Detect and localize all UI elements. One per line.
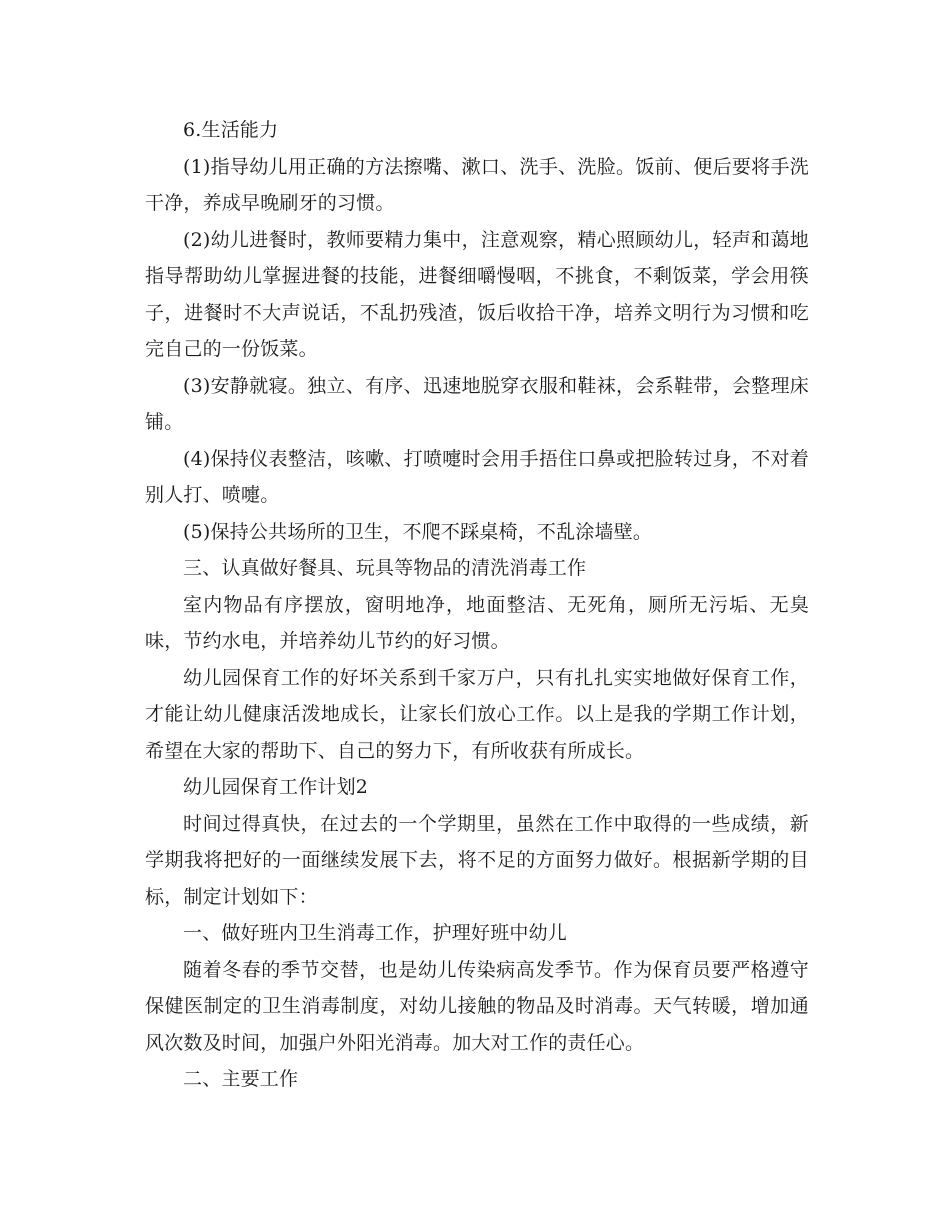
paragraph-intro: 时间过得真快，在过去的一个学期里，虽然在工作中取得的一些成绩，新学期我将把好的一面继续发展下去，将不足的方面努力做好。根据新学期的目标，制定计划如下： — [145, 812, 809, 908]
paragraph-item-5: (5)保持公共场所的卫生，不爬不踩桌椅，不乱涂墙壁。 — [183, 520, 653, 543]
section-heading-disinfection: 三、认真做好餐具、玩具等物品的清洗消毒工作 — [183, 557, 587, 579]
document-title-plan-2: 幼儿园保育工作计划2 — [183, 776, 369, 798]
section-heading-main-work: 二、主要工作 — [183, 1068, 299, 1090]
paragraph-item-4: (4)保持仪表整洁，咳嗽、打喷嚏时会用手捂住口鼻或把脸转过身，不对着别人打、喷嚏。 — [145, 447, 809, 506]
paragraph-indoor-items: 室内物品有序摆放，窗明地净，地面整洁、无死角，厕所无污垢、无臭味，节约水电，并培养幼儿节约的好习惯。 — [145, 593, 809, 652]
paragraph-season: 随着冬春的季节交替，也是幼儿传染病高发季节。作为保育员要严格遵守保健医制定的卫生消毒制度，对幼儿接触的物品及时消毒。天气转暖，增加通风次数及时间，加强户外阳光消毒。加大对工作的责任心。 — [145, 958, 809, 1054]
section-heading-hygiene: 一、做好班内卫生消毒工作，护理好班中幼儿 — [183, 922, 568, 944]
paragraph-item-3: (3)安静就寝。独立、有序、迅速地脱穿衣服和鞋袜，会系鞋带，会整理床铺。 — [145, 374, 809, 433]
paragraph-item-1: (1)指导幼儿用正确的方法擦嘴、漱口、洗手、洗脸。饭前、便后要将手洗干净，养成早晚刷牙的习惯。 — [145, 155, 809, 214]
paragraph-item-2: (2)幼儿进餐时，教师要精力集中，注意观察，精心照顾幼儿，轻声和蔼地指导帮助幼儿掌握进餐的技能，进餐细嚼慢咽，不挑食，不剩饭菜，学会用筷子，进餐时不大声说话，不乱扔残渣，饭后收拾干净，培养文明行为习惯和吃完自己的一份饭菜。 — [145, 228, 809, 360]
subheading-life-skills: 6.生活能力 — [183, 119, 279, 141]
document-body — [145, 112, 809, 1098]
paragraph-conclusion: 幼儿园保育工作的好坏关系到千家万户，只有扎扎实实地做好保育工作，才能让幼儿健康活泼地成长，让家长们放心工作。以上是我的学期工作计划，希望在大家的帮助下、自己的努力下，有所收获有所成长。 — [145, 666, 809, 762]
